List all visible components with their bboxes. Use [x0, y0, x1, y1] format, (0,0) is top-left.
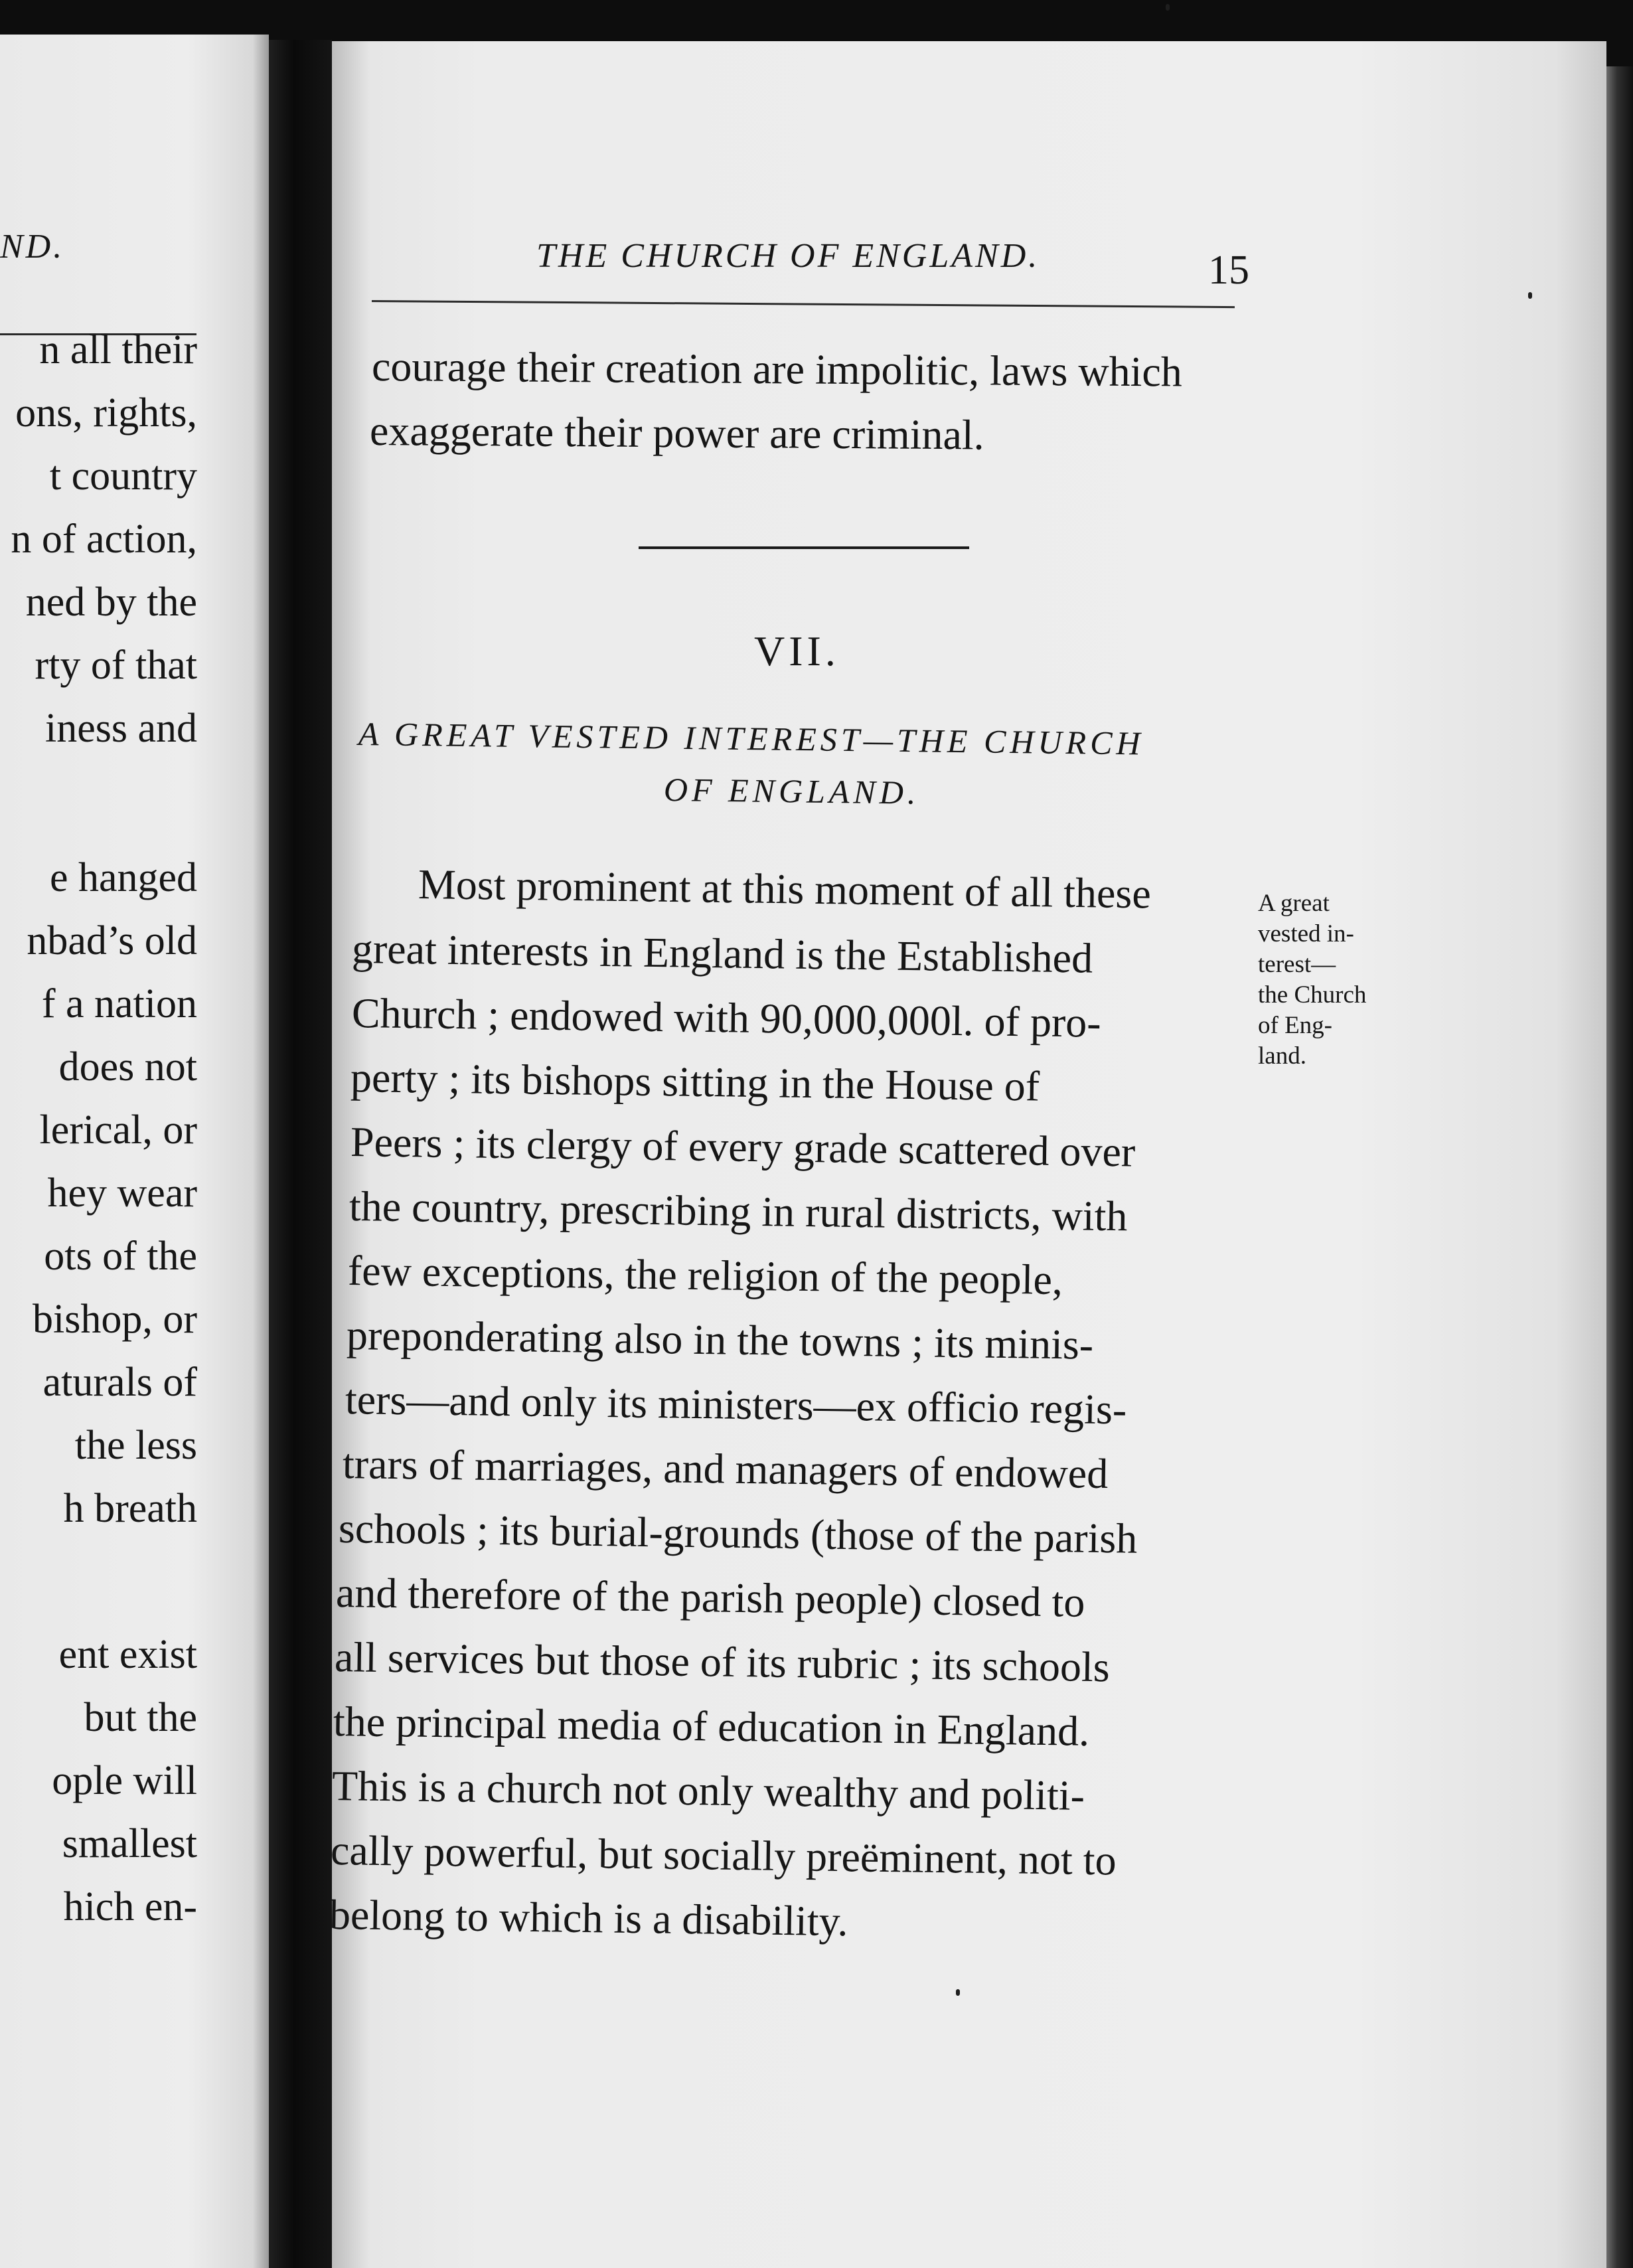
left-text-line: e hanged	[49, 855, 197, 900]
left-text-line: ots of the	[44, 1234, 197, 1279]
opening-line: exaggerate their power are criminal.	[369, 407, 984, 459]
left-text-line: nbad’s old	[27, 918, 197, 963]
paragraph-line: cally powerful, but socially preëminent, not to	[330, 1826, 1117, 1884]
scan-speck	[1166, 4, 1170, 11]
paragraph-line: ters—and only its ministers—ex officio regis-	[345, 1376, 1127, 1433]
left-text-line: t country	[49, 453, 197, 499]
section-number: VII.	[754, 627, 840, 675]
paragraph-line: few exceptions, the religion of the people,	[347, 1247, 1063, 1304]
left-text-line: iness and	[44, 706, 197, 751]
marginal-note	[1258, 888, 1411, 1072]
page-stack-edge	[1606, 66, 1633, 2268]
left-text-line: lerical, or	[39, 1107, 197, 1153]
left-text-line: does not	[58, 1044, 197, 1090]
opening-line: courage their creation are impolitic, laws which	[371, 343, 1183, 396]
left-text-line: f a nation	[41, 981, 197, 1026]
marginal-note-line: vested in-	[1258, 920, 1354, 947]
left-text-line: the less	[74, 1423, 197, 1468]
paragraph-line: Church ; endowed with 90,000,000l. of pro-	[351, 989, 1102, 1046]
paragraph-line: schools ; its burial-grounds (those of the parish	[338, 1504, 1138, 1562]
section-title-line-2: OF ENGLAND.	[663, 771, 920, 811]
paragraph-line: all services but those of its rubric ; its schools	[334, 1633, 1111, 1691]
left-text-line: hey wear	[47, 1171, 197, 1216]
scan-speck	[1528, 292, 1532, 299]
paragraph-line: perty ; its bishops sitting in the House of	[350, 1054, 1040, 1110]
paragraph-line: Most prominent at this moment of all these	[418, 860, 1152, 918]
left-text-line: ople will	[52, 1758, 197, 1803]
paragraph-line: the country, prescribing in rural districts, with	[349, 1182, 1128, 1240]
scan-speck	[956, 1989, 960, 1996]
paragraph-line: and therefore of the parish people) closed to	[335, 1569, 1085, 1626]
left-text-line: but the	[84, 1695, 197, 1740]
marginal-note-line: A great	[1258, 890, 1330, 917]
marginal-note-line: of Eng-	[1258, 1012, 1332, 1039]
left-text-line: bishop, or	[33, 1297, 197, 1342]
left-facing-page	[0, 35, 269, 2268]
left-text-line: ons, rights,	[15, 390, 197, 436]
page-number: 15	[1208, 248, 1249, 293]
left-text-line: ent exist	[58, 1632, 197, 1677]
left-text-line: n of action,	[11, 517, 197, 562]
marginal-note-line: land.	[1258, 1042, 1306, 1070]
paragraph-line: This is a church not only wealthy and politi-	[331, 1762, 1085, 1819]
paragraph-line: Peers ; its clergy of every grade scattered over	[350, 1118, 1136, 1176]
section-title-line-1: A GREAT VESTED INTEREST—THE CHURCH	[358, 715, 1144, 762]
left-text-line: smallest	[62, 1821, 197, 1866]
section-divider	[639, 546, 969, 549]
marginal-note-line: the Church	[1258, 981, 1367, 1009]
left-text-line: hich en-	[63, 1884, 197, 1929]
paragraph-line: great interests in England is the Established	[351, 925, 1093, 982]
paragraph-line: preponderating also in the towns ; its minis-	[346, 1311, 1094, 1368]
book-gutter	[269, 40, 332, 2268]
left-text-line: aturals of	[42, 1360, 197, 1405]
left-running-head-fragment: ND.	[0, 228, 65, 266]
marginal-note-line: terest—	[1258, 951, 1336, 978]
left-text-line: rty of that	[35, 643, 197, 688]
running-head: THE CHURCH OF ENGLAND.	[536, 237, 1040, 275]
paragraph-line: trars of marriages, and managers of endowed	[342, 1440, 1109, 1498]
left-text-line: ned by the	[25, 580, 197, 625]
paragraph-line: the principal media of education in England.	[333, 1698, 1090, 1755]
paragraph-line: belong to which is a disability.	[329, 1891, 848, 1945]
left-text-line: h breath	[63, 1486, 197, 1531]
left-text-line: n all their	[39, 327, 197, 372]
